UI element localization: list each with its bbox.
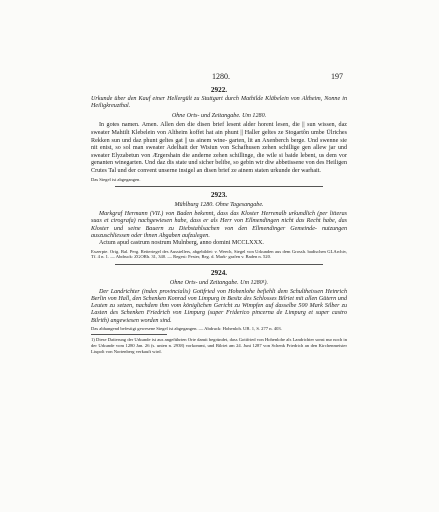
document-2924 [91, 269, 347, 354]
document-number: 2922. [210, 86, 228, 94]
document-2923 [91, 191, 347, 260]
document-number: 2923. [210, 191, 228, 200]
document-date: Ohne Orts- und Zeitangabe. Um 1280. [171, 113, 267, 120]
document-note: Das Siegel ist abgegangen. [91, 176, 141, 182]
divider [115, 264, 323, 265]
document-date: Mühlburg 1280. Ohne Tagesangabe. [174, 202, 264, 209]
document-body: Actum apud castrum nostrum Mulnberg, anno domini MCCLXXX. [99, 239, 264, 246]
document-2922 [91, 86, 347, 182]
document-body: In gotes namen. Amen. Allen den die disen brief lesent alder horent lesen, die || sun wissen, daz sweater Mahtilt Klebelein von Altheim koffet hat ain phunt || Haller geltes ze Stogartôn umbe Ülriches Rekken sun und daz phunt geltes gat || us ainem wine- garten, lit an Axenberch berge. Und swenne sie nit enist, so sol man sweater Adelhait der Wisiun von Schafhusen zehen schillige gen allew jar und sweater Elyzabetun von Ærgershain die anderne zehen schillinge, die wile si baide lebent, us dem vor genanten winegarten. Und daz dis state und sicher belibe, so gebin wir diw abbetissene von des Heiligen Crutes Tal und der convent unserne insigel an disen brief ze ainem staten urkunde der warhait. [91, 122, 347, 174]
document-note: Das abhangend befestigt gewesene Siegel ist abgegangen. — Abdruck: Hohenloh. UB. 1, S. 277 n. 403. [91, 325, 282, 331]
document-heading: Urkunde über den Kauf einer Hellergült zu Stuttgart durch Mathilde Kläbelein von Altheim, Nonne in Heiligkreuzthal. [91, 96, 347, 110]
footnote-divider [91, 334, 167, 335]
document-date: Ohne Orts- und Zeitangabe. Um 1280¹). [169, 279, 269, 286]
page-number: 197 [331, 72, 343, 81]
page-year: 1280. [212, 72, 230, 81]
document-heading: Markgraf Hermann (VII.) von Baden bekennt, dass das Kloster Herrenalb urkundlich (per litteras suas et cirografa) nachgewiesen habe, dass er als Herr von Ellmendingen nicht das Recht habe, das Kloster und seine Bauern zu Diebstahlsachen von den Ellmendinger Gemeinde- nutzungen auszuschliessen oder ihnen Abgaben aufzulegen. [91, 211, 347, 239]
document-heading: Der Landrichter (index provincialis) Gottfried von Hohenlohe befiehlt dem Schultheissen Heinrich Berlin von Hall, den Schenken Konrad von Limpurg in Besitz des Schlosses Bilriet mit allen Gütern und Leuten zu setzen, nachdem ihm vom königlichen Gericht zu Wimpfen auf dasselbe 500 Mark Silber zu Lasten des Schenken Friedrich von Limpurg (super Friderico pincerna de Limpurg et super castro Bilrith) angewiesen worden sind. [91, 288, 347, 324]
page-content [91, 86, 347, 354]
footnote: 1) Diese Datierung der Urkunde ist aus angeführten Orte damit begründet, dass Gottfried von Hohenlohe als Landrichter sonst nur noch in der Urkunde vom 1280 Jan. 26 (s. unten n. 2938) vorkommt, und Bilriet am 24. Juni 1287 von Schenk Friedrich an den Kirchenmeister Liupolt von Nortenberg verkauft wird. [91, 337, 347, 354]
document-note: Exzerpte. Orig. Bal. Perg. Reiteriegel des Ausstellers, abgebildet: v. Weech, Siegel von Urkunden aus dem Grossh. badischen GLArchiv, Tf. 4 n. 1. — Abdruck: ZGORh. 31, 340. — Regest: Fester, Reg. d. Mark- grafen v. Baden n. 520. [91, 248, 347, 260]
document-number: 2924. [210, 268, 228, 277]
divider [115, 186, 323, 187]
